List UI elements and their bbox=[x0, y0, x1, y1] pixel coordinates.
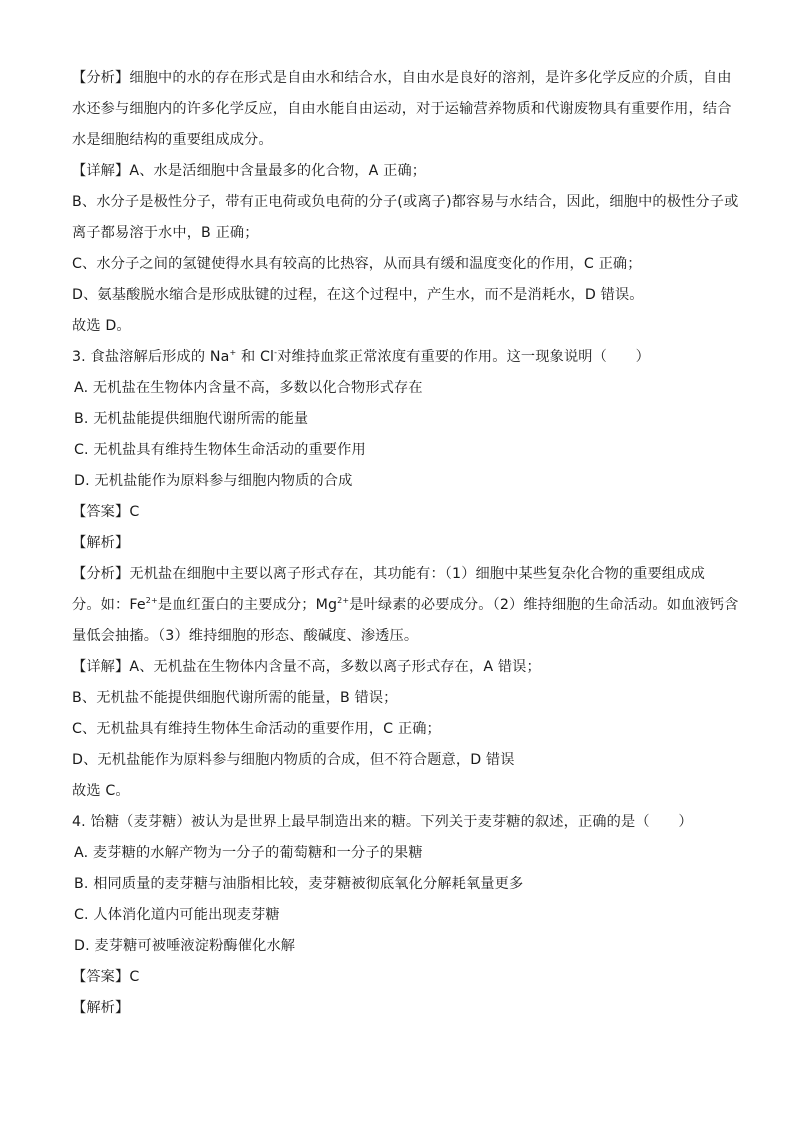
q3-option-d: D. 无机盐能作为原料参与细胞内物质的合成 bbox=[74, 473, 353, 489]
q3-sup-na: + bbox=[229, 348, 237, 357]
question-3-stem bbox=[72, 347, 650, 367]
q4-jiexi-tag: 【解析】 bbox=[72, 1000, 130, 1016]
analysis-tag: 【分析】 bbox=[72, 70, 130, 86]
detail-water-line-b2: 离子都易溶于水中，B 正确； bbox=[72, 225, 259, 241]
q3-answer-value: C bbox=[129, 504, 140, 520]
q3-stem-post: 对维持血浆正常浓度有重要的作用。这一现象说明（ ） bbox=[277, 349, 650, 365]
q3-analysis-2a: 分。如：Fe bbox=[72, 597, 146, 613]
analysis-water-line-1 bbox=[72, 68, 732, 88]
q3-jiexi-tag: 【解析】 bbox=[72, 535, 130, 551]
detail-water-a: A、水是活细胞中含量最多的化合物，A 正确； bbox=[129, 163, 427, 179]
q3-analysis-line-1 bbox=[72, 564, 705, 584]
q3-answer bbox=[72, 502, 139, 522]
q3-stem-mid: 和 Cl bbox=[236, 349, 275, 365]
q3-option-a: A. 无机盐在生物体内含量不高，多数以化合物形式存在 bbox=[74, 380, 423, 396]
detail-tag: 【详解】 bbox=[72, 659, 130, 675]
q3-detail-line-d: D、无机盐能作为原料参与细胞内物质的合成，但不符合题意，D 错误 bbox=[72, 752, 515, 768]
q3-sup-fe: 2+ bbox=[145, 596, 158, 605]
question-4-stem: 4. 饴糖（麦芽糖）被认为是世界上最早制造出来的糖。下列关于麦芽糖的叙述，正确的是（ ） bbox=[72, 814, 693, 830]
detail-tag: 【详解】 bbox=[72, 163, 130, 179]
q3-detail-line-c: C、无机盐具有维持生物体生命活动的重要作用，C 正确； bbox=[72, 721, 441, 737]
q3-detail-line-b: B、无机盐不能提供细胞代谢所需的能量，B 错误； bbox=[72, 690, 398, 706]
detail-water-line-b1: B、水分子是极性分子，带有正电荷或负电荷的分子(或离子)都容易与水结合，因此，细胞中的极性分子或 bbox=[72, 194, 739, 210]
analysis-tag: 【分析】 bbox=[72, 566, 130, 582]
answer-tag: 【答案】 bbox=[72, 504, 130, 520]
q3-analysis-text-1: 无机盐在细胞中主要以离子形式存在，其功能有：（1）细胞中某些复杂化合物的重要组成成 bbox=[129, 566, 705, 582]
q3-sup-cl: - bbox=[274, 348, 278, 357]
q3-analysis-2b: 是血红蛋白的主要成分；Mg bbox=[157, 597, 338, 613]
analysis-water-line-3: 水是细胞结构的重要组成成分。 bbox=[72, 132, 273, 148]
q3-detail-line-a bbox=[72, 657, 541, 677]
q3-stem-pre: 3. 食盐溶解后形成的 Na bbox=[72, 349, 230, 365]
q4-answer bbox=[72, 967, 139, 987]
detail-water-line-c: C、水分子之间的氢键使得水具有较高的比热容，从而具有缓和温度变化的作用，C 正确； bbox=[72, 256, 642, 272]
q3-conclusion: 故选 C。 bbox=[72, 783, 130, 799]
q4-option-d: D. 麦芽糖可被唾液淀粉酶催化水解 bbox=[74, 938, 296, 954]
q3-sup-mg: 2+ bbox=[337, 596, 350, 605]
q3-analysis-line-2 bbox=[72, 595, 738, 615]
q4-option-a: A. 麦芽糖的水解产物为一分子的葡萄糖和一分子的果糖 bbox=[74, 845, 423, 861]
q4-answer-value: C bbox=[129, 969, 140, 985]
q3-option-c: C. 无机盐具有维持生物体生命活动的重要作用 bbox=[74, 442, 366, 458]
answer-tag: 【答案】 bbox=[72, 969, 130, 985]
detail-water-line-d: D、氨基酸脱水缩合是形成肽键的过程，在这个过程中，产生水，而不是消耗水，D 错误。 bbox=[72, 287, 644, 303]
analysis-water-line-2: 水还参与细胞内的许多化学反应，自由水能自由运动，对于运输营养物质和代谢废物具有重要作用，结合 bbox=[72, 101, 732, 117]
analysis-water-text-1: 细胞中的水的存在形式是自由水和结合水，自由水是良好的溶剂，是许多化学反应的介质，自由 bbox=[129, 70, 732, 86]
q3-analysis-2c: 是叶绿素的必要成分。（2）维持细胞的生命活动。如血液钙含 bbox=[349, 597, 739, 613]
q4-option-c: C. 人体消化道内可能出现麦芽糖 bbox=[74, 907, 280, 923]
q4-option-b: B. 相同质量的麦芽糖与油脂相比较，麦芽糖被彻底氧化分解耗氧量更多 bbox=[74, 876, 524, 892]
detail-water-conclusion: 故选 D。 bbox=[72, 318, 131, 334]
detail-water-line-a bbox=[72, 161, 426, 181]
q3-analysis-line-3: 量低会抽搐。（3）维持细胞的形态、酸碱度、渗透压。 bbox=[72, 628, 419, 644]
q3-option-b: B. 无机盐能提供细胞代谢所需的能量 bbox=[74, 411, 309, 427]
q3-detail-a: A、无机盐在生物体内含量不高，多数以离子形式存在，A 错误； bbox=[129, 659, 541, 675]
